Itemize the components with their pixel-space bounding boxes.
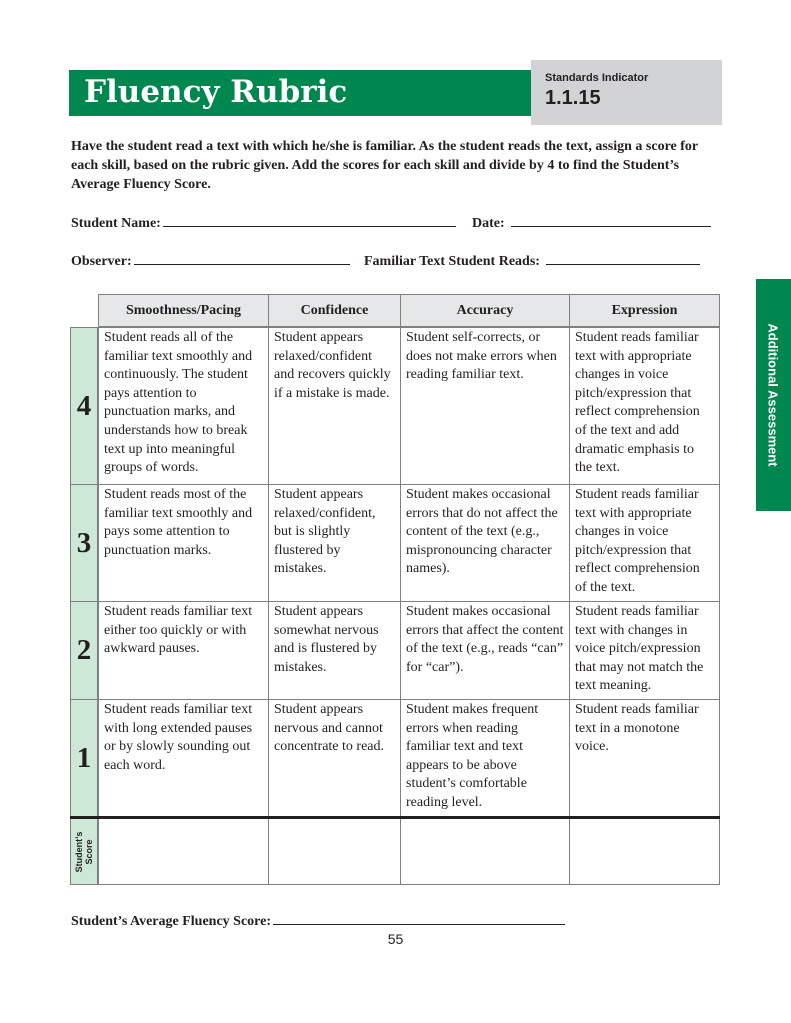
rubric-cell-3-accuracy: Student makes occasional errors that do not affect the content of the text (e.g., mispronouncing character names). [400,484,570,602]
rubric-cell-2-accuracy: Student makes occasional errors that affect the content of the text (e.g., reads “can” for “car”). [400,601,570,700]
rubric-cell-2-smoothness: Student reads familiar text either too quickly or with awkward pauses. [98,601,269,700]
student-score-label: Student’s Score [74,831,94,873]
rubric-cell-3-smoothness: Student reads most of the familiar text smoothly and pays some attention to punctuation marks. [98,484,269,602]
score-input-expression[interactable] [569,818,720,885]
column-header-accuracy: Accuracy [400,294,570,327]
rubric-cell-1-smoothness: Student reads familiar text with long extended pauses or by slowly sounding out each word. [98,699,269,818]
rubric-cell-4-smoothness: Student reads all of the familiar text smoothly and continuously. The student pays attention to punctuation marks, and understands how to break text up into meaningful groups of words. [98,327,269,485]
rubric-cell-4-confidence: Student appears relaxed/confident and recovers quickly if a mistake is made. [268,327,401,485]
average-score-label: Student’s Average Fluency Score: [71,914,271,929]
score-input-confidence[interactable] [268,818,401,885]
page-title: Fluency Rubric [84,74,348,110]
score-input-smoothness[interactable] [98,818,269,885]
average-score-row [71,911,565,930]
column-header-smoothness: Smoothness/Pacing [98,294,269,327]
side-tab-label: Additional Assessment [765,323,781,467]
observer-label: Observer: [71,254,132,269]
standards-indicator-label: Standards Indicator [545,72,649,84]
rubric-cell-4-accuracy: Student self-corrects, or does not make errors when reading familiar text. [400,327,570,485]
familiar-text-label: Familiar Text Student Reads: [364,254,540,269]
rubric-cell-1-accuracy: Student makes frequent errors when reading familiar text and text appears to be above student’s comfortable reading level. [400,699,570,818]
instructions: Have the student read a text with which he/she is familiar. As the student reads the text, assign a score for each skill, based on the rubric given. Add the scores for each skill and divide by 4 to find the Student’s Average Fluency Score. [71,139,698,192]
score-input-accuracy[interactable] [400,818,570,885]
column-header-confidence: Confidence [268,294,401,327]
rubric-cell-3-expression: Student reads familiar text with appropriate changes in voice pitch/expression that reflect comprehension of the text. [569,484,720,602]
student-name-label: Student Name: [71,216,161,231]
score-2: 2 [70,601,98,700]
score-3: 3 [70,484,98,602]
rubric-cell-2-confidence: Student appears somewhat nervous and is flustered by mistakes. [268,601,401,700]
rubric-cell-1-expression: Student reads familiar text in a monotone voice. [569,699,720,818]
date-label: Date: [472,216,505,231]
rubric-cell-2-expression: Student reads familiar text with changes in voice pitch/expression that may not match the text meaning. [569,601,720,700]
average-score-blank[interactable] [273,911,565,925]
rubric-cell-1-confidence: Student appears nervous and cannot concentrate to read. [268,699,401,818]
score-row-divider [70,816,720,819]
rubric-cell-4-expression: Student reads familiar text with appropriate changes in voice pitch/expression that reflect comprehension of the text and add dramatic emphasis to the text. [569,327,720,485]
rubric-cell-3-confidence: Student appears relaxed/confident, but is slightly flustered by mistakes. [268,484,401,602]
column-header-expression: Expression [569,294,720,327]
score-4: 4 [70,327,98,485]
page-number: 55 [387,931,404,947]
score-1: 1 [70,699,98,818]
standards-indicator-number: 1.1.15 [545,87,601,109]
